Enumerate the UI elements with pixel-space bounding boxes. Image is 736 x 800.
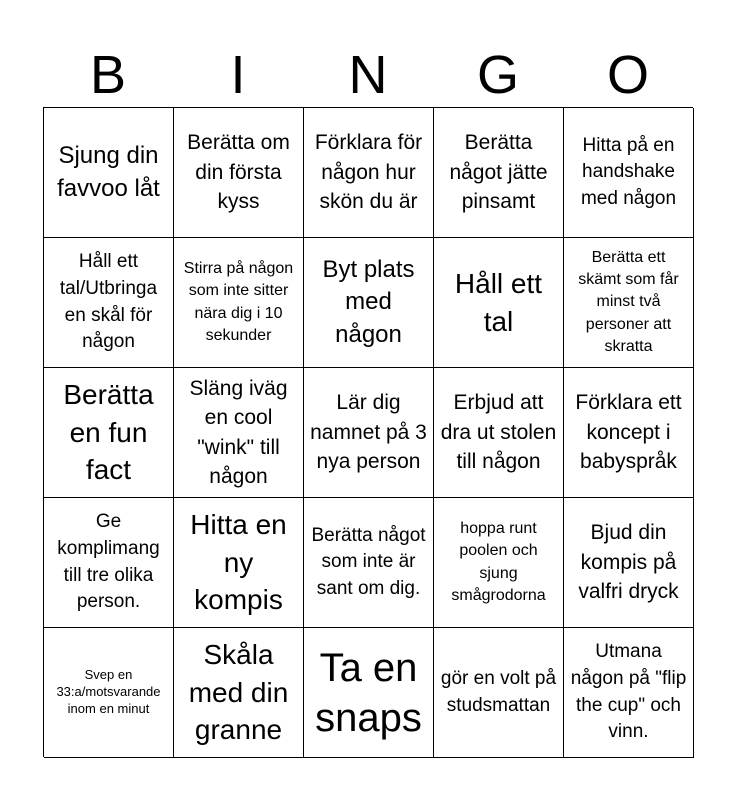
bingo-cell[interactable] (304, 238, 434, 368)
cell-text: Svep en 33:a/motsvarande inom en minut (56, 667, 161, 716)
bingo-cell[interactable] (564, 368, 694, 498)
bingo-header (43, 40, 693, 110)
header-letter-n: N (348, 45, 388, 105)
cell-text: Utmana någon på "flip the cup" och vinn. (570, 641, 687, 743)
cell-text: Sjung din favvoo låt (57, 142, 160, 202)
header-letter-b: B (89, 45, 127, 105)
cell-text: Berätta något jätte pinsamt (449, 131, 548, 214)
bingo-cell[interactable] (174, 368, 304, 498)
bingo-cell[interactable] (564, 108, 694, 238)
bingo-cell[interactable] (174, 628, 304, 758)
bingo-cell[interactable] (434, 108, 564, 238)
cell-text: Håll ett tal/Utbringa en skål för någon (59, 251, 158, 353)
bingo-cell[interactable] (174, 498, 304, 628)
bingo-cell[interactable] (304, 108, 434, 238)
header-letter-i: I (230, 45, 246, 105)
cell-text: Bjud din kompis på valfri dryck (578, 521, 679, 604)
cell-text: Förklara för någon hur skön du är (314, 131, 423, 214)
cell-text: Släng iväg en cool "wink" till någon (189, 376, 288, 488)
bingo-cell[interactable] (304, 368, 434, 498)
cell-text: Berätta om din första kyss (187, 131, 290, 214)
cell-text: gör en volt på studsmattan (440, 667, 557, 716)
cell-text: Lär dig namnet på 3 nya person (310, 391, 427, 474)
cell-text: Skåla med din granne (188, 638, 289, 746)
header-letter-g: G (476, 45, 519, 105)
bingo-cell[interactable] (174, 108, 304, 238)
bingo-cell[interactable] (44, 108, 174, 238)
bingo-cell[interactable] (44, 238, 174, 368)
bingo-cell[interactable] (304, 628, 434, 758)
cell-text: Berätta en fun fact (63, 378, 154, 486)
cell-text: hoppa runt poolen och sjung smågrodorna (451, 519, 546, 604)
cell-text: Stirra på någon som inte sitter nära dig i 10 sekunder (183, 259, 294, 344)
cell-text: Förklara ett koncept i babyspråk (575, 391, 682, 474)
bingo-cell[interactable] (44, 368, 174, 498)
bingo-cell[interactable] (44, 628, 174, 758)
cell-text: Byt plats med någon (322, 255, 415, 348)
cell-text: Hitta en ny kompis (190, 508, 287, 616)
bingo-cell[interactable] (304, 498, 434, 628)
cell-text: Ta en snaps (315, 645, 422, 740)
cell-text: Ge komplimang till tre olika person. (57, 511, 160, 613)
bingo-cell[interactable] (174, 238, 304, 368)
cell-text: Erbjud att dra ut stolen till någon (440, 391, 557, 474)
bingo-cell[interactable] (564, 628, 694, 758)
cell-text: Hitta på en handshake med någon (580, 134, 677, 209)
cell-text: Berätta något som inte är sant om dig. (311, 524, 426, 599)
bingo-cell[interactable] (434, 368, 564, 498)
cell-text: Berätta ett skämt som får minst två personer att skratta (578, 248, 679, 356)
bingo-cell[interactable] (564, 498, 694, 628)
bingo-cell[interactable] (434, 628, 564, 758)
cell-text: Håll ett tal (454, 267, 543, 337)
header-letter-o: O (606, 45, 649, 105)
bingo-cell[interactable] (434, 238, 564, 368)
bingo-cell[interactable] (434, 498, 564, 628)
bingo-cell[interactable] (564, 238, 694, 368)
bingo-board (43, 107, 693, 757)
bingo-cell[interactable] (44, 498, 174, 628)
